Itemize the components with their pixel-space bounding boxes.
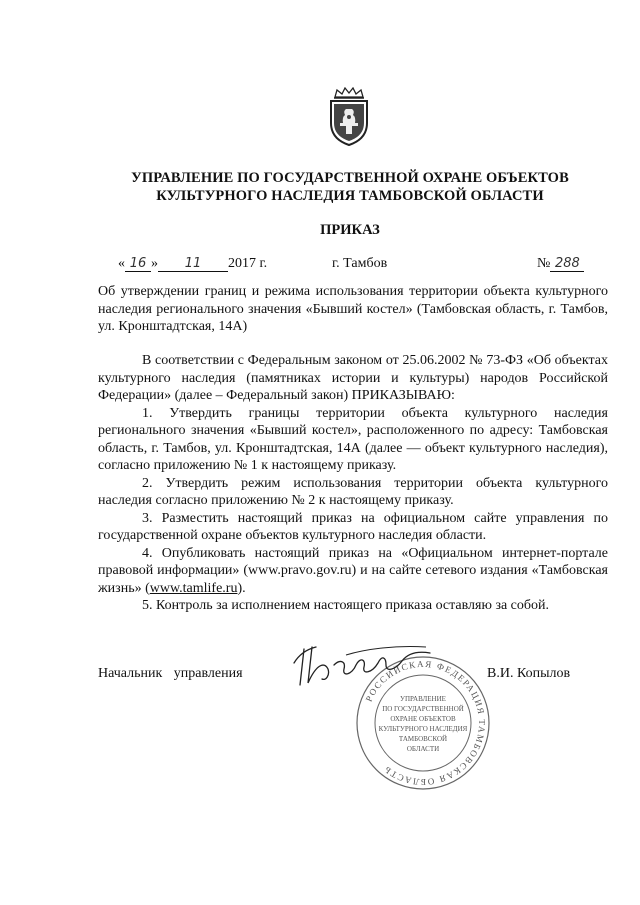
date-open-quote: « (118, 256, 125, 271)
date-close-quote: » (151, 256, 158, 271)
signatory-position: Начальник управления (98, 666, 243, 681)
date-day: 16 (125, 257, 151, 272)
date-month: 11 (158, 257, 228, 272)
stamp-line-5: ТАМБОВСКОЙ (398, 735, 448, 743)
stamp-line-3: ОХРАНЕ ОБЪЕКТОВ (390, 715, 456, 723)
order-body (98, 352, 608, 615)
date-field (118, 256, 267, 272)
stamp-line-6: ОБЛАСТИ (406, 745, 440, 753)
order-item-3: 3. Разместить настоящий приказ на официальном сайте управления по государственной охране объектов культурного наследия области. (98, 510, 608, 543)
number-prefix: № (537, 256, 551, 271)
stamp-line-2: ПО ГОСУДАРСТВЕННОЙ (382, 705, 464, 713)
order-title: Об утверждении границ и режима использования территории объекта культурного наследия регионального значения «Бывший костел» (Тамбовская область, г. Тамбов, ул. Кронштадтская, 14А) (98, 284, 608, 334)
number-value: 288 (550, 257, 584, 272)
stamp-line-1: УПРАВЛЕНИЕ (400, 695, 446, 703)
order-item-1: 1. Утвердить границы территории объекта культурного наследия регионального значения «Бывший костел», расположенного по адресу: Тамбовская область, г. Тамбов, ул. Кронштадтская, 14А (далее — объект культурного наследия), согласно приложению № 1 к настоящему приказу. (98, 405, 608, 473)
order-item-4-end: ). (237, 580, 246, 596)
order-item-4 (98, 545, 608, 598)
signatory-name: В.И. Копылов (487, 666, 571, 681)
order-item-5: 5. Контроль за исполнением настоящего приказа оставляю за собой. (142, 598, 550, 613)
order-item-2: 2. Утвердить режим использования территории объекта культурного наследия согласно приложению № 2 к настоящему приказу. (98, 475, 608, 508)
document-type: ПРИКАЗ (320, 222, 380, 238)
stamp-line-4: КУЛЬТУРНОГО НАСЛЕДИЯ (378, 725, 468, 733)
city-label: г. Тамбов (332, 256, 388, 271)
tamlife-link[interactable]: www.tamlife.ru (149, 580, 238, 596)
coat-of-arms-icon (324, 87, 374, 147)
organization-name-line2: КУЛЬТУРНОГО НАСЛЕДИЯ ТАМБОВСКОЙ ОБЛАСТИ (156, 188, 544, 204)
preamble-paragraph: В соответствии с Федеральным законом от 25.06.2002 № 73-ФЗ «Об объектах культурного наследия (памятниках истории и культуры) народов Российской Федерации» (далее – Федеральный закон) ПРИКАЗЫВАЮ: (98, 353, 608, 403)
handwritten-signature (286, 635, 436, 695)
order-item-4-text: 4. Опубликовать настоящий приказ на «Официальном интернет-портале правовой информации» (www.pravo.gov.ru) и на сайте сетевого издания «Тамбовская жизнь» ( (98, 545, 608, 596)
organization-name-line1: УПРАВЛЕНИЕ ПО ГОСУДАРСТВЕННОЙ ОХРАНЕ ОБЪЕКТОВ (131, 170, 569, 186)
stamp-ring-text: РОССИЙСКАЯ ФЕДЕРАЦИЯ ТАМБОВСКАЯ ОБЛАСТЬ (363, 658, 488, 788)
document-number (537, 256, 584, 272)
date-year: 2017 г. (228, 256, 268, 271)
